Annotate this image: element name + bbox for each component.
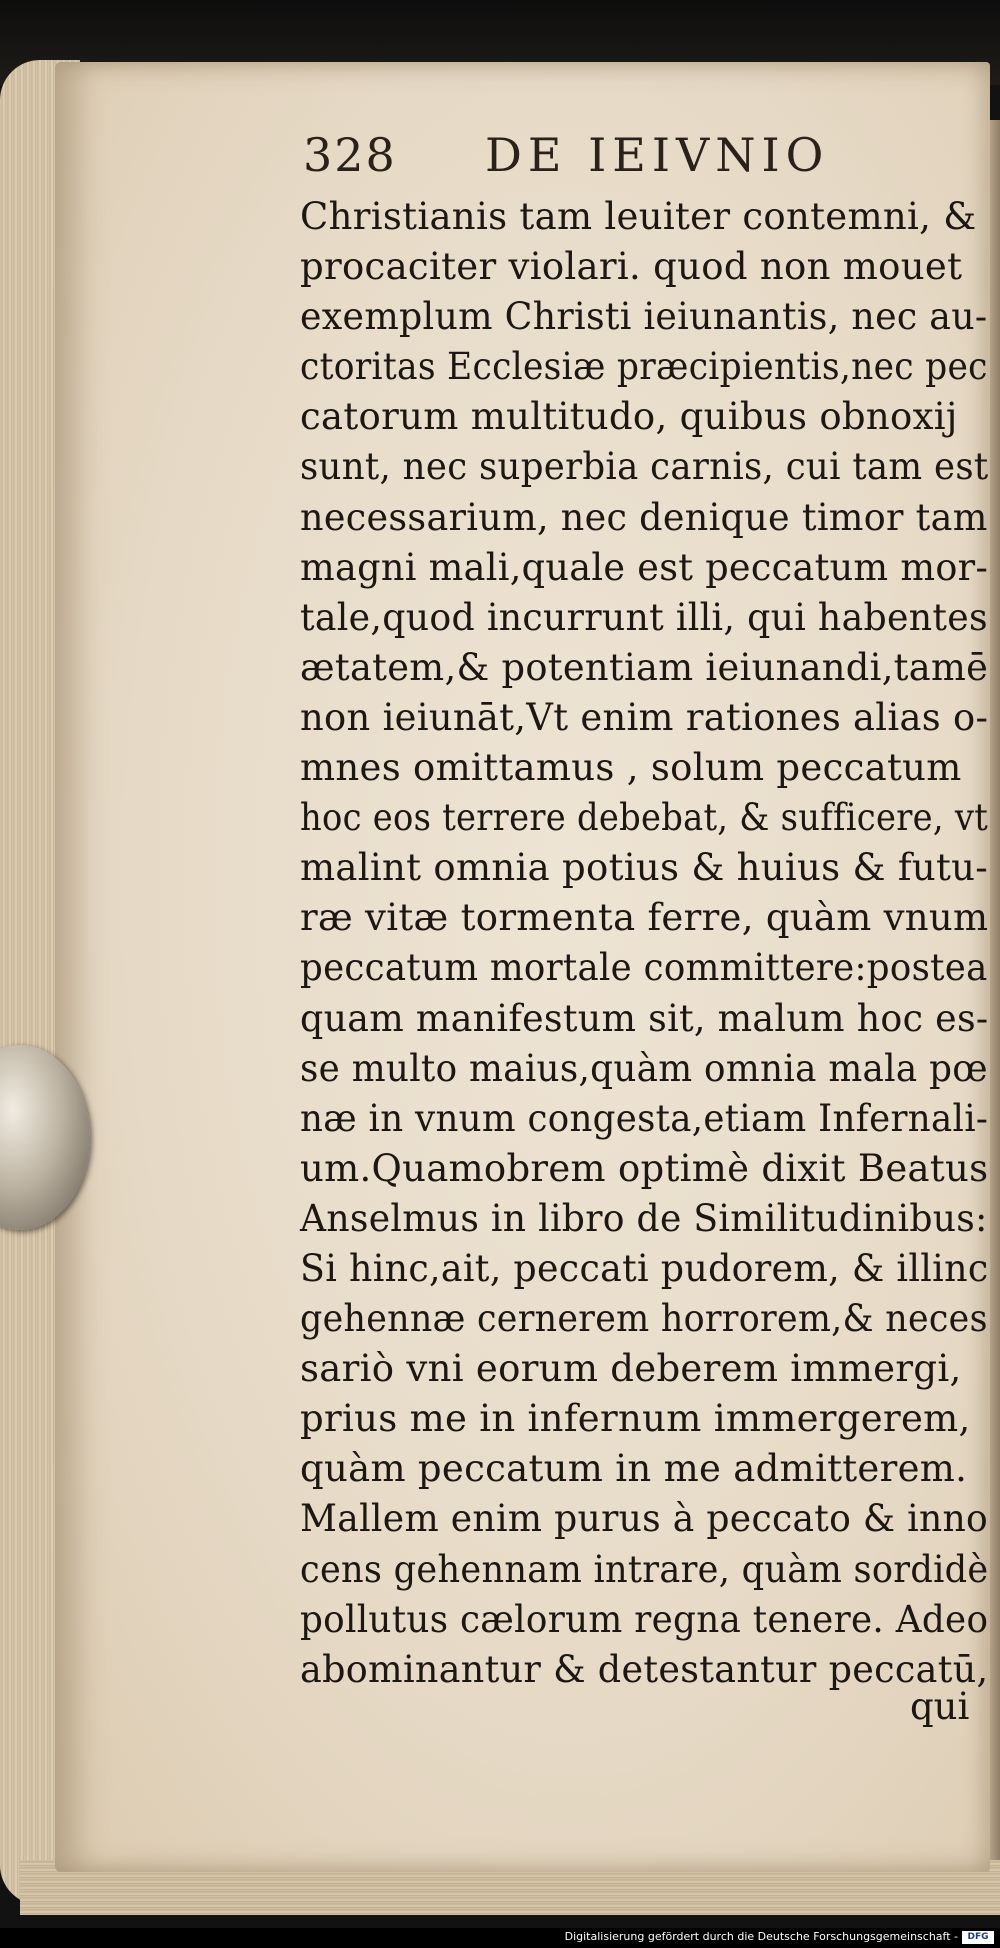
text-line: sunt, nec superbia carnis, cui tam est: [300, 445, 989, 489]
page-number: 328: [303, 128, 397, 182]
dfg-logo: DFG: [962, 1931, 994, 1944]
text-line: pollutus cælorum regna tenere. Adeo: [300, 1597, 989, 1641]
text-line: exemplum Christi ieiunantis, nec au-: [300, 295, 988, 339]
text-line: quàm peccatum in me admitterem.: [300, 1447, 968, 1491]
footer-bar: [0, 1928, 1000, 1948]
text-line: um.Quamobrem optimè dixit Beatus: [300, 1146, 989, 1190]
text-line: tale,quod incurrunt illi, qui habentes: [300, 595, 988, 639]
text-line: necessarium, nec denique timor tam: [300, 495, 988, 539]
text-line: Anselmus in libro de Similitudinibus:: [300, 1196, 988, 1240]
text-line: se multo maius,quàm omnia mala pœ: [300, 1046, 988, 1090]
text-line: næ in vnum congesta,etiam Infernali-: [300, 1096, 989, 1140]
text-line: cens gehennam intrare, quàm sordidè: [300, 1547, 989, 1591]
text-line: ætatem,& potentiam ieiunandi,tamē: [300, 645, 989, 689]
text-line: abominantur & detestantur peccatū,: [300, 1647, 989, 1691]
text-line: procaciter violari. quod non mouet: [300, 245, 963, 289]
text-line: gehennæ cernerem horrorem,& neces: [300, 1297, 988, 1341]
text-line: sariò vni eorum deberem immergi,: [300, 1347, 962, 1391]
text-line: magni mali,quale est peccatum mor-: [300, 545, 989, 589]
text-line: mnes omittamus , solum peccatum: [300, 746, 962, 790]
running-title: DE IEIVNIO: [485, 128, 830, 182]
text-line: ctoritas Ecclesiæ præcipientis,nec pec: [300, 345, 988, 389]
text-line: prius me in infernum immergerem,: [300, 1397, 971, 1441]
text-line: catorum multitudo, quibus obnoxij: [300, 395, 958, 439]
text-line: Christianis tam leuiter contemni, &: [300, 195, 977, 238]
text-line: peccatum mortale committere:postea: [300, 946, 988, 990]
funding-note: Digitalisierung gefördert durch die Deutsche Forschungsgemeinschaft -: [564, 1930, 958, 1943]
body-text: [300, 192, 988, 1695]
catchword: qui: [910, 1685, 970, 1728]
text-line: non ieiunāt,Vt enim rationes alias o-: [300, 695, 989, 739]
text-line: Mallem enim purus à peccato & inno: [300, 1497, 989, 1541]
text-line: quam manifestum sit, malum hoc es-: [300, 996, 989, 1040]
text-line: ræ vitæ tormenta ferre, quàm vnum: [300, 896, 989, 940]
text-line: hoc eos terrere debebat, & sufficere, vt: [300, 796, 989, 840]
text-line: malint omnia potius & huius & futu-: [300, 846, 989, 890]
text-line: Si hinc,ait, peccati pudorem, & illinc: [300, 1246, 989, 1290]
